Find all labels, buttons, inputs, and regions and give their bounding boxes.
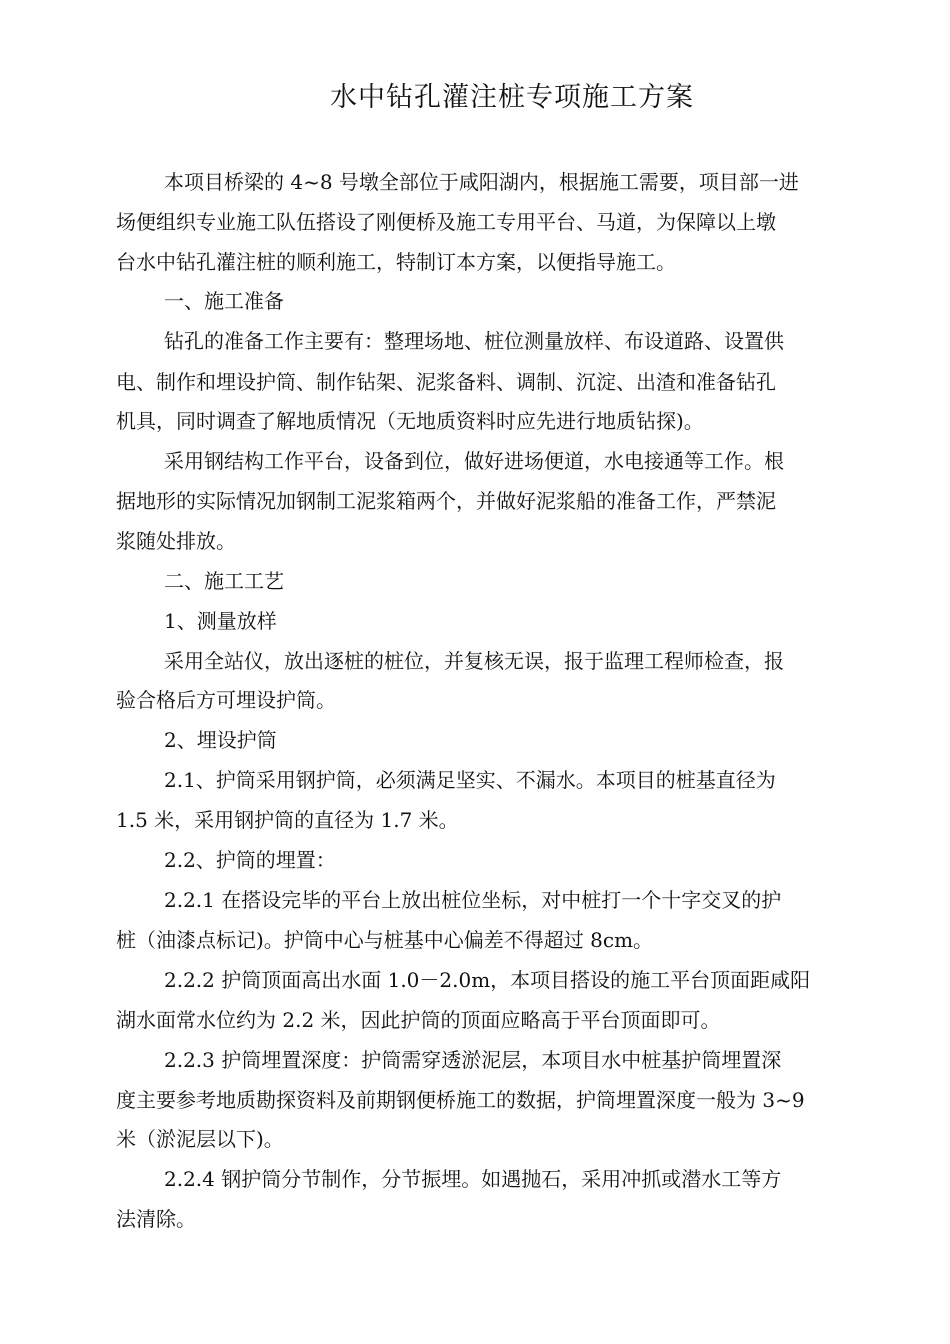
text-line: 度主要参考地质勘探资料及前期钢便桥施工的数据，护筒埋置深度一般为 3~9	[116, 1088, 805, 1112]
text-line: 2.2.4 钢护筒分节制作，分节振埋。如遇抛石，采用冲抓或潜水工等方	[164, 1167, 782, 1191]
document-title: 水中钻孔灌注桩专项施工方案	[330, 82, 694, 113]
text-line: 验合格后方可埋设护筒。	[116, 688, 336, 712]
text-line: 2.2.2 护筒顶面高出水面 1.0－2.0m，本项目搭设的施工平台顶面距咸阳	[164, 968, 811, 992]
text-line: 机具，同时调查了解地质情况（无地质资料时应先进行地质钻探)。	[116, 409, 704, 433]
text-line: 桩（油漆点标记)。护筒中心与桩基中心偏差不得超过 8cm。	[116, 928, 654, 952]
subsection-heading: 2.2、护筒的埋置：	[164, 848, 336, 872]
text-line: 台水中钻孔灌注桩的顺利施工，特制订本方案，以便指导施工。	[116, 250, 676, 274]
section-heading: 一、施工准备	[164, 289, 284, 313]
text-line: 采用钢结构工作平台，设备到位，做好进场便道，水电接通等工作。根	[164, 449, 784, 473]
text-line: 本项目桥梁的 4~8 号墩全部位于咸阳湖内，根据施工需要，项目部一进	[164, 170, 799, 194]
text-line: 据地形的实际情况加钢制工泥浆箱两个，并做好泥浆船的准备工作，严禁泥	[116, 489, 776, 513]
text-line: 2.2.3 护筒埋置深度：护筒需穿透淤泥层，本项目水中桩基护筒埋置深	[164, 1048, 782, 1072]
text-line: 电、制作和埋设护筒、制作钻架、泥浆备料、调制、沉淀、出渣和准备钻孔	[116, 370, 776, 394]
text-line: 钻孔的准备工作主要有：整理场地、桩位测量放样、布设道路、设置供	[164, 329, 784, 353]
text-line: 湖水面常水位约为 2.2 米，因此护筒的顶面应略高于平台顶面即可。	[116, 1008, 721, 1032]
section-heading: 二、施工工艺	[164, 569, 284, 593]
subsection-heading: 2、埋设护筒	[164, 728, 277, 752]
text-line: 法清除。	[116, 1207, 196, 1231]
text-line: 浆随处排放。	[116, 529, 236, 553]
text-line: 2.2.1 在搭设完毕的平台上放出桩位坐标，对中桩打一个十字交叉的护	[164, 888, 782, 912]
text-line: 米（淤泥层以下)。	[116, 1127, 284, 1151]
text-line: 1.5 米，采用钢护筒的直径为 1.7 米。	[116, 808, 459, 832]
text-line: 场便组织专业施工队伍搭设了刚便桥及施工专用平台、马道，为保障以上墩	[116, 210, 776, 234]
text-line: 采用全站仪，放出逐桩的桩位，并复核无误，报于监理工程师检查，报	[164, 649, 784, 673]
text-line: 2.1、护筒采用钢护筒，必须满足坚实、不漏水。本项目的桩基直径为	[164, 768, 776, 792]
subsection-heading: 1、测量放样	[164, 609, 277, 633]
